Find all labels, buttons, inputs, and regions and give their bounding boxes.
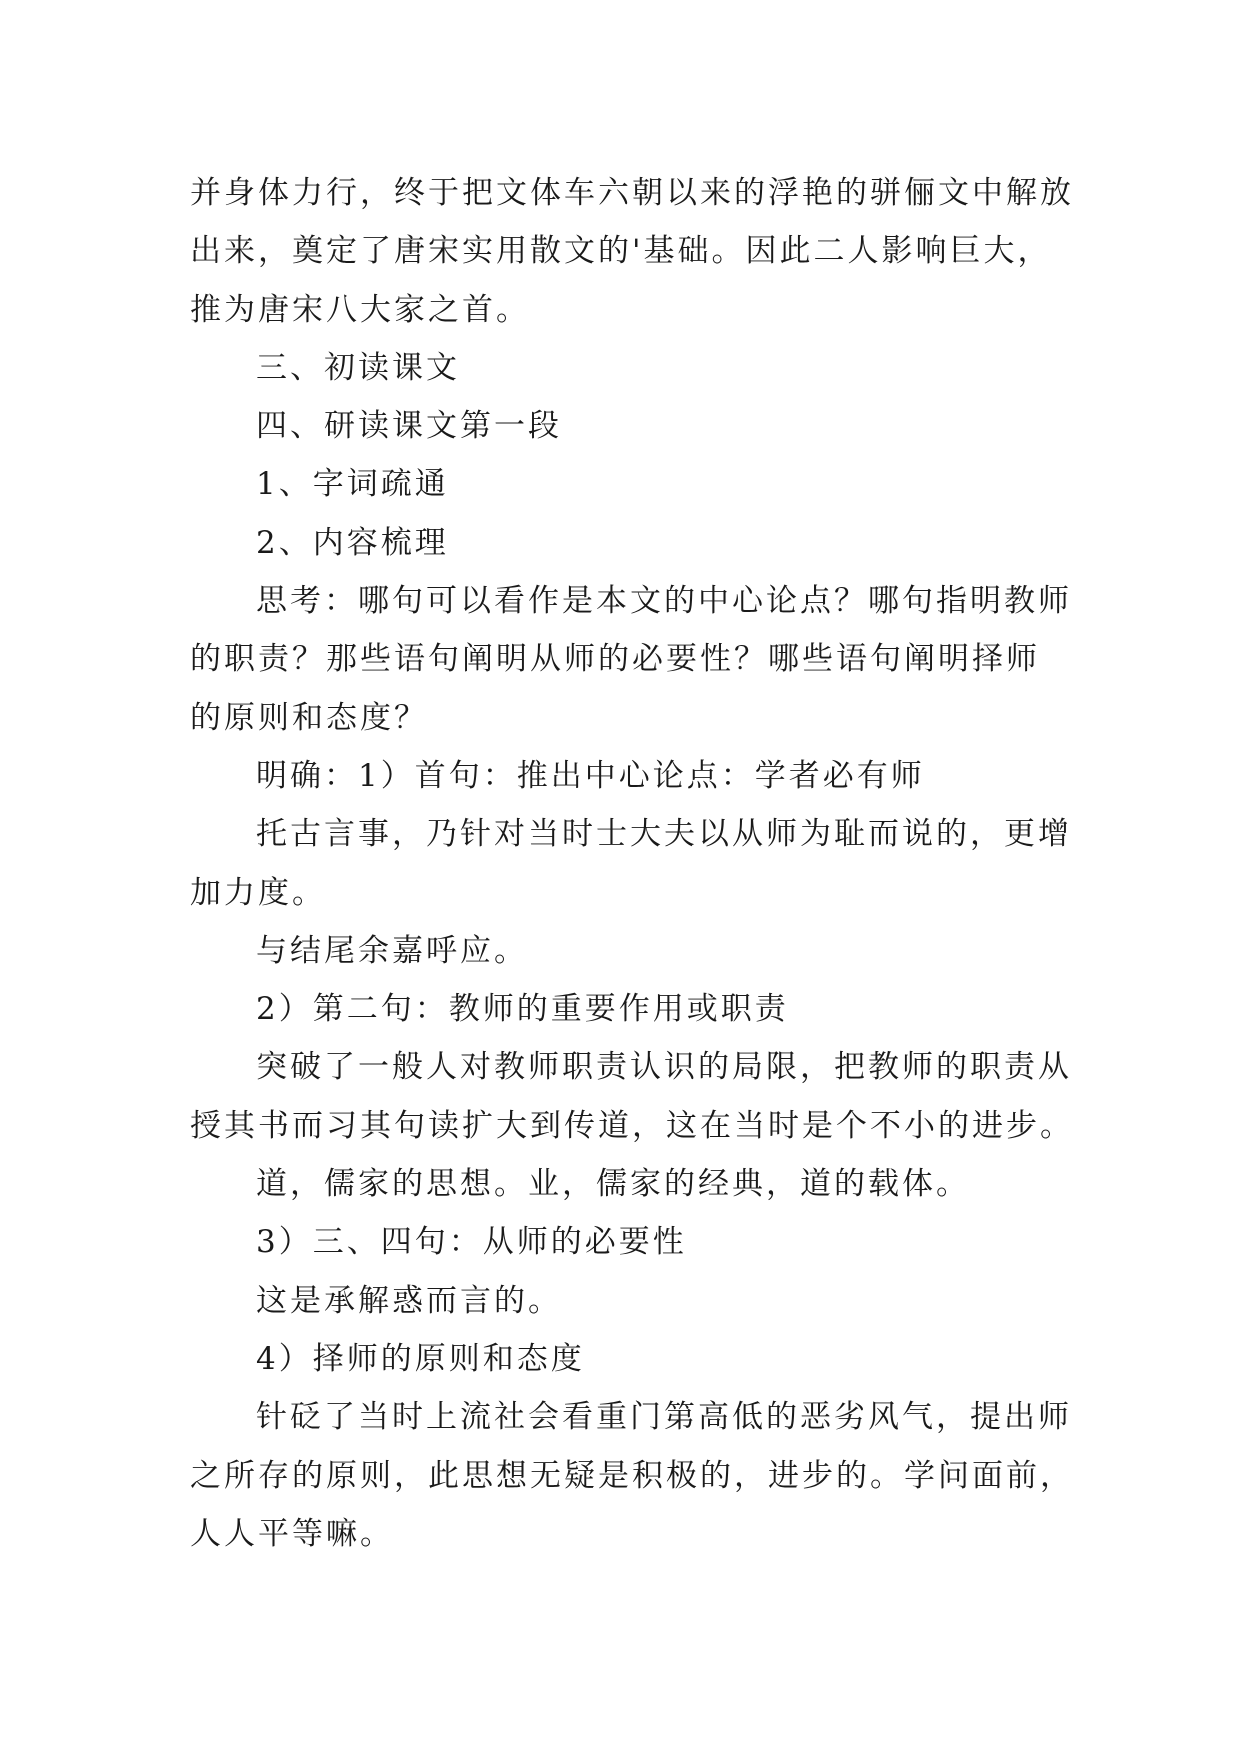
paragraph-line: 加力度。: [190, 874, 326, 911]
paragraph-line: 出来，奠定了唐宋实用散文的'基础。因此二人影响巨大，: [190, 233, 1052, 270]
paragraph-line: 三、初读课文: [256, 349, 460, 386]
paragraph-line: 与结尾余嘉呼应。: [256, 932, 528, 969]
paragraph-line: 道，儒家的思想。业，儒家的经典，道的载体。: [256, 1166, 970, 1203]
paragraph-line: 四、研读课文第一段: [256, 408, 562, 445]
paragraph-line: 2）第二句：教师的重要作用或职责: [256, 991, 789, 1028]
paragraph-line: 的职责？那些语句阐明从师的必要性？哪些语句阐明择师: [190, 641, 1040, 678]
paragraph-line: 授其书而习其句读扩大到传道，这在当时是个不小的进步。: [190, 1107, 1074, 1144]
paragraph-line: 2、内容梳理: [256, 524, 449, 561]
paragraph-line: 针砭了当时上流社会看重门第高低的恶劣风气，提出师: [256, 1399, 1072, 1436]
paragraph-line: 1、字词疏通: [256, 466, 449, 503]
paragraph-line: 4）择师的原则和态度: [256, 1340, 585, 1377]
paragraph-line: 推为唐宋八大家之首。: [190, 291, 530, 328]
paragraph-line: 人人平等嘛。: [190, 1515, 394, 1552]
document-body: [190, 164, 1074, 1563]
paragraph-line: 的原则和态度？: [190, 699, 428, 736]
paragraph-line: 思考：哪句可以看作是本文的中心论点？哪句指明教师: [256, 583, 1072, 620]
paragraph-line: 明确：1）首句：推出中心论点：学者必有师: [256, 757, 925, 794]
paragraph-line: 并身体力行，终于把文体车六朝以来的浮艳的骈俪文中解放: [190, 175, 1074, 211]
paragraph-line: 这是承解惑而言的。: [256, 1282, 562, 1319]
paragraph-line: 突破了一般人对教师职责认识的局限，把教师的职责从: [256, 1049, 1072, 1086]
paragraph-line: 3）三、四句：从师的必要性: [256, 1224, 687, 1261]
paragraph-line: 托古言事，乃针对当时士大夫以从师为耻而说的，更增: [256, 816, 1072, 853]
paragraph-line: 之所存的原则，此思想无疑是积极的，进步的。学问面前，: [190, 1457, 1074, 1494]
